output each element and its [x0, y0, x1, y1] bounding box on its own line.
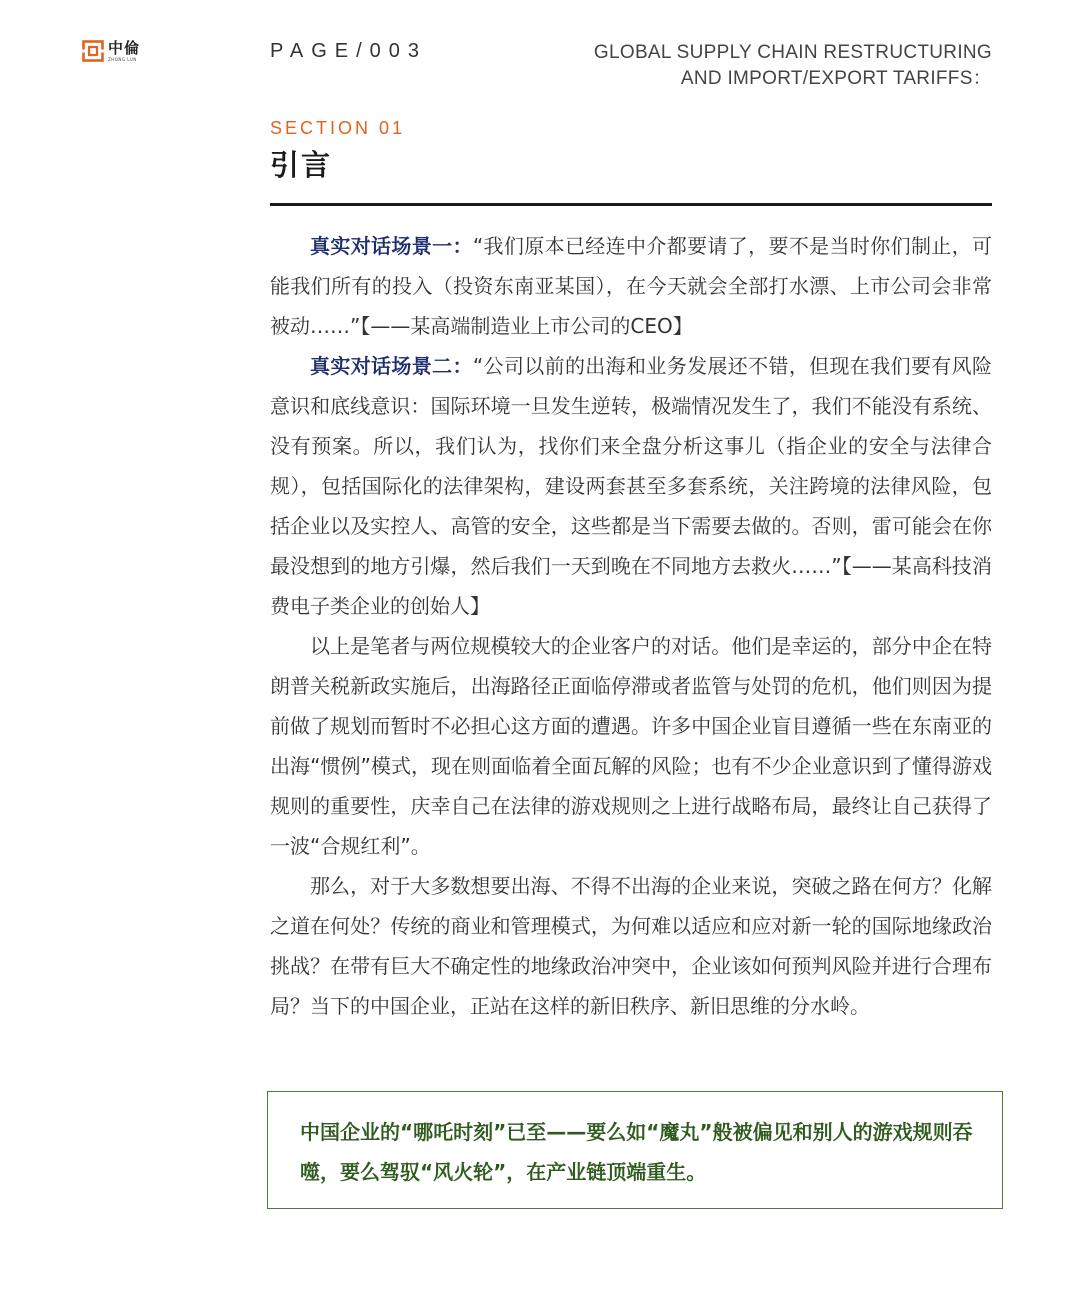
section-label: SECTION 01	[270, 118, 406, 138]
paragraph-lead: 真实对话场景二：	[310, 354, 473, 378]
zhonglun-logo-icon	[82, 40, 104, 62]
paragraph-text: 以上是笔者与两位规模较大的企业客户的对话。他们是幸运的，部分中企在特朗普关税新政实施后，出海路径正面临停滞或者监管与处罚的危机，他们则因为提前做了规划而暂时不必担心这方面的遭遇。许多中国企业盲目遵循一些在东南亚的出海“惯例”模式，现在则面临着全面瓦解的风险；也有不少企业意识到了懂得游戏规则的重要性，庆幸自己在法律的游戏规则之上进行战略布局，最终让自己获得了一波“合规红利”。	[270, 634, 992, 858]
paragraph-dialogue-2	[270, 346, 992, 626]
section-divider	[270, 203, 992, 206]
brand-logo	[82, 40, 140, 62]
paragraph-text: “我们原本已经连中介都要请了，要不是当时你们制止，可能我们所有的投入（投资东南亚某国），在今天就会全部打水漂、上市公司会非常被动……”【——某高端制造业上市公司的CEO】	[270, 234, 992, 338]
section-title: 引言	[270, 148, 333, 182]
paragraph-analysis	[270, 626, 992, 866]
article-body	[270, 226, 992, 1026]
paragraph-lead: 真实对话场景一：	[310, 234, 473, 258]
logo-name-cn: 中倫	[108, 38, 141, 57]
running-header-line-2: AND IMPORT/EXPORT TARIFFS：	[680, 68, 992, 89]
running-header	[594, 40, 992, 92]
logo-name-en: ZHONG LUN	[108, 56, 137, 62]
paragraph-text: “公司以前的出海和业务发展还不错，但现在我们要有风险意识和底线意识：国际环境一旦发生逆转，极端情况发生了，我们不能没有系统、没有预案。所以，我们认为，找你们来全盘分析这事儿（指企业的安全与法律合规），包括国际化的法律架构，建设两套甚至多套系统，关注跨境的法律风险，包括企业以及实控人、高管的安全，这些都是当下需要去做的。否则，雷可能会在你最没想到的地方引爆，然后我们一天到晚在不同地方去救火……”【——某高科技消费电子类企业的创始人】	[270, 354, 992, 618]
paragraph-dialogue-1	[270, 226, 992, 346]
paragraph-questions	[270, 866, 992, 1026]
callout-box	[267, 1091, 1003, 1209]
callout-text: 中国企业的“哪吒时刻”已至——要么如“魔丸”般被偏见和别人的游戏规则吞噬，要么驾驭“风火轮”，在产业链顶端重生。	[300, 1120, 973, 1184]
page-number: PAGE/003	[270, 40, 428, 62]
running-header-line-1: GLOBAL SUPPLY CHAIN RESTRUCTURING	[593, 42, 992, 63]
paragraph-text: 那么，对于大多数想要出海、不得不出海的企业来说，突破之路在何方？化解之道在何处？传统的商业和管理模式，为何难以适应和应对新一轮的国际地缘政治挑战？在带有巨大不确定性的地缘政治冲突中，企业该如何预判风险并进行合理布局？当下的中国企业，正站在这样的新旧秩序、新旧思维的分水岭。	[270, 874, 992, 1018]
